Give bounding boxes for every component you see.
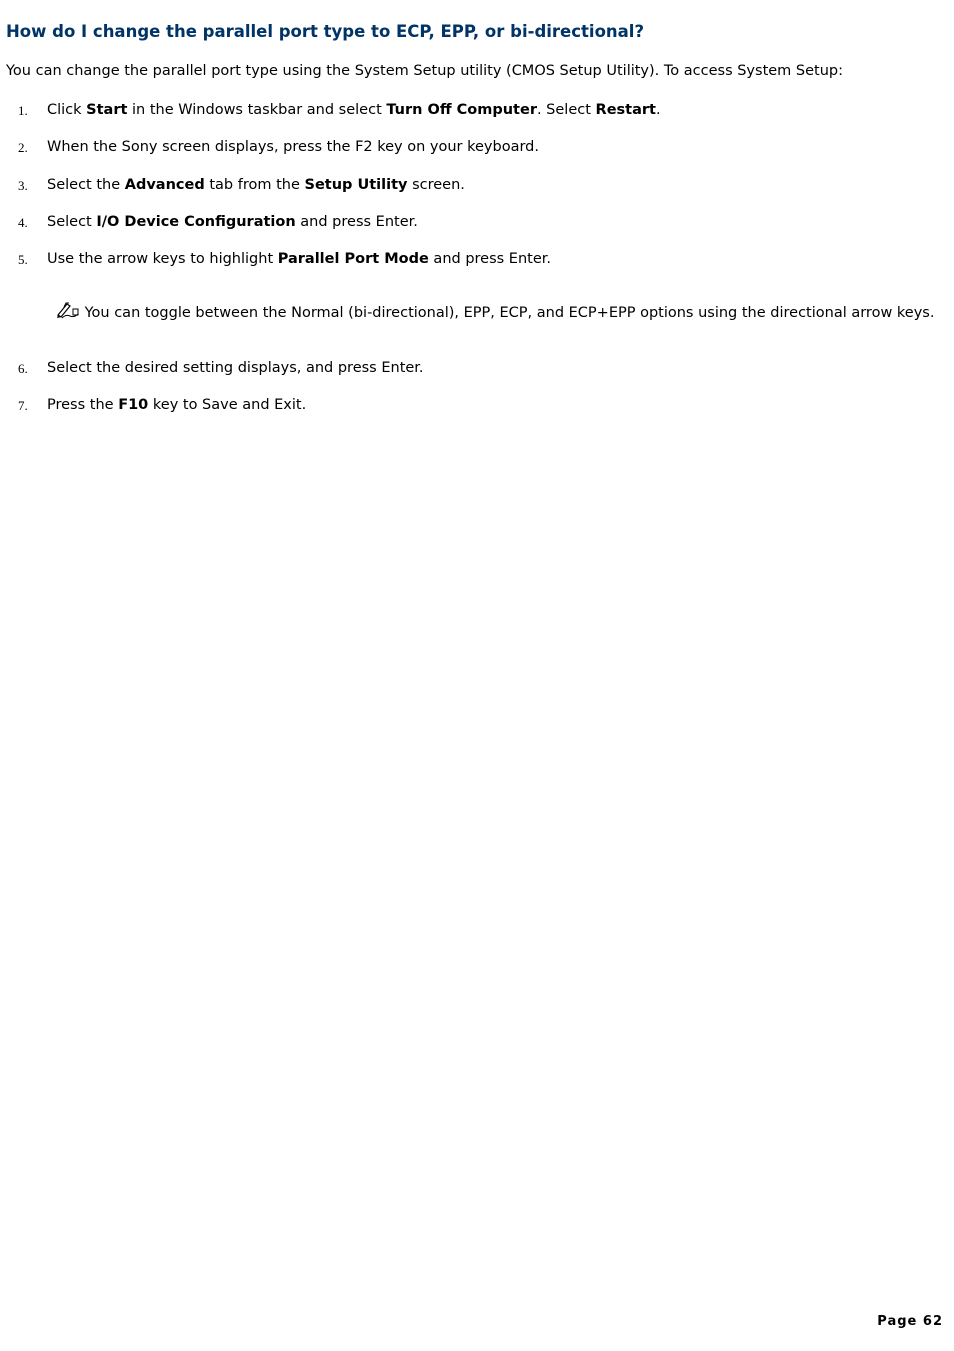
step-item — [0, 251, 954, 271]
page-number: Page 62 — [877, 1314, 943, 1329]
step-text-run: . — [655, 102, 661, 118]
step-text-run: and press Enter. — [295, 214, 418, 230]
step-number: 1. — [18, 103, 28, 118]
step-text — [47, 102, 661, 118]
page-title: How do I change the parallel port type to ECP, EPP, or bi-directional? — [6, 22, 645, 41]
step-text-bold: Setup Utility — [304, 177, 408, 193]
step-item — [0, 360, 954, 380]
step-text — [47, 397, 306, 413]
step-item — [0, 397, 954, 417]
step-item — [0, 214, 954, 234]
step-text-bold: I/O Device Configuration — [96, 214, 296, 230]
step-text-bold: Restart — [595, 102, 656, 118]
step-text-bold: Parallel Port Mode — [277, 251, 429, 267]
step-text-bold: Turn Off Computer — [386, 102, 537, 118]
note-pencil-icon — [56, 301, 80, 319]
step-text — [47, 139, 539, 155]
step-text — [47, 251, 551, 267]
step-text-run: tab from the — [204, 177, 305, 193]
step-text — [47, 360, 424, 376]
step-text-run: Press the — [47, 397, 119, 413]
step-number: 7. — [18, 398, 28, 413]
step-text-bold: Start — [86, 102, 128, 118]
step-text-bold: F10 — [118, 397, 149, 413]
step-item — [0, 177, 954, 197]
step-item — [0, 139, 954, 159]
step-text-run: Click — [47, 102, 87, 118]
note-box — [47, 301, 942, 322]
step-text-run: and press Enter. — [428, 251, 552, 267]
step-text-run: screen. — [407, 177, 465, 193]
step-number: 5. — [18, 252, 28, 267]
step-number: 6. — [18, 361, 28, 376]
intro-paragraph: You can change the parallel port type using the System Setup utility (CMOS Setup Utility). To access System Setup: — [6, 63, 843, 79]
step-number: 4. — [18, 215, 28, 230]
step-text-run: When the Sony screen displays, press the F2 key on your keyboard. — [47, 139, 539, 155]
note-text: You can toggle between the Normal (bi-directional), EPP, ECP, and ECP+EPP options using the directional arrow keys. — [84, 305, 935, 321]
step-number: 3. — [18, 178, 28, 193]
step-item — [0, 102, 954, 122]
step-text-run: Use the arrow keys to highlight — [47, 251, 278, 267]
step-text-run: Select the desired setting displays, and press Enter. — [47, 360, 424, 376]
step-text — [47, 177, 465, 193]
step-text-run: Select — [47, 214, 97, 230]
step-text-run: Select the — [47, 177, 125, 193]
step-text-run: in the Windows taskbar and select — [127, 102, 387, 118]
step-text-run: . Select — [536, 102, 596, 118]
step-text-bold: Advanced — [124, 177, 205, 193]
step-number: 2. — [18, 140, 28, 155]
step-text — [47, 214, 418, 230]
step-text-run: key to Save and Exit. — [148, 397, 307, 413]
